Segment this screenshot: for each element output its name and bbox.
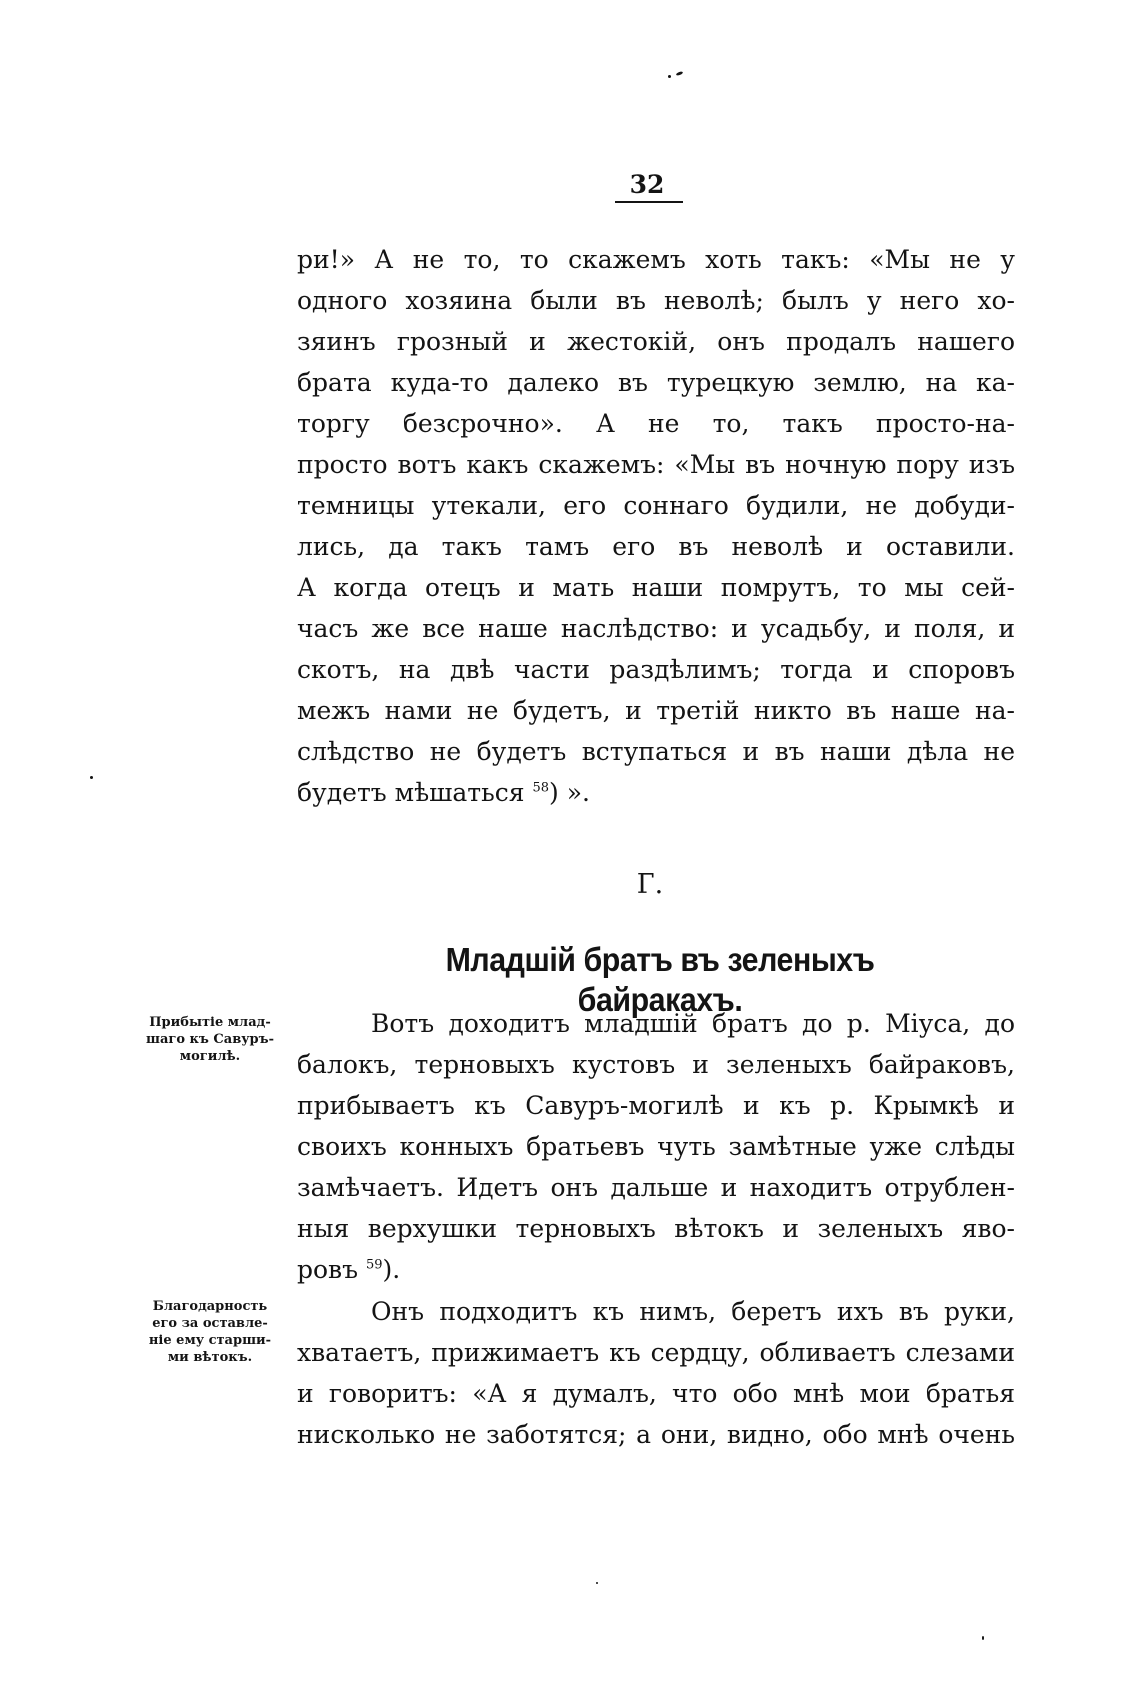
text-fragment: будетъ мѣшаться [297,778,525,807]
text-line: нисколько не заботятся; а они, видно, обо мнѣ очень [297,1420,1015,1449]
margin-note-line: могилѣ. [179,1049,241,1064]
text-line: межъ нами не будетъ, и третій никто въ наше на- [297,696,1015,725]
text-line: и говоритъ: «А я думалъ, что обо мнѣ мои братья [297,1379,1015,1408]
text-line: замѣчаетъ. Идетъ онъ дальше и находитъ отрублен- [297,1173,1015,1202]
text-fragment: ровъ [297,1255,359,1284]
text-line: Онъ подходитъ къ нимъ, беретъ ихъ въ руки, [371,1297,1015,1326]
text-line: торгу безсрочно». А не то, такъ просто-на- [297,409,1015,438]
text-line: ри!» А не то, то скажемъ хоть такъ: «Мы не у [297,245,1015,274]
scan-speck [668,75,671,78]
text-line: ныя верхушки терновыхъ вѣтокъ и зеленыхъ яво- [297,1214,1015,1243]
page-number: 32 [629,170,665,199]
scan-speck [982,1636,984,1640]
margin-note-arrival [125,1014,295,1065]
scan-speck [596,1582,598,1584]
section-title: Младшій братъ въ зеленыхъ байракахъ. [445,941,875,1018]
scan-speck [90,776,93,779]
text-line: слѣдство не будетъ вступаться и въ наши дѣла не [297,737,1015,766]
margin-note-line: шаго къ Савуръ- [145,1032,275,1047]
margin-note-line: его за оставле- [152,1316,268,1331]
text-line: прибываетъ къ Савуръ-могилѣ и къ р. Крымкѣ и [297,1091,1015,1120]
text-line: темницы утекали, его соннаго будили, не добуди- [297,491,1015,520]
text-line: скотъ, на двѣ части раздѣлимъ; тогда и споровъ [297,655,1015,684]
text-line [297,1254,1015,1286]
text-line [297,777,1015,809]
text-line: одного хозяина были въ неволѣ; былъ у него хо- [297,286,1015,315]
page-number-rule [615,201,683,203]
text-line: балокъ, терновыхъ кустовъ и зеленыхъ байраковъ, [297,1050,1015,1079]
margin-note-line: Благодарность [152,1299,268,1314]
text-line: хватаетъ, прижимаетъ къ сердцу, обливаетъ слезами [297,1338,1015,1367]
margin-note-gratitude [125,1298,295,1366]
footnote-ref: 59 [366,1257,383,1273]
text-line: зяинъ грозный и жестокій, онъ продалъ нашего [297,327,1015,356]
margin-note-line: ніе ему старши- [148,1333,272,1348]
scan-speck [676,71,684,76]
footnote-ref: 58 [532,780,550,796]
margin-note-line: Прибытіе млад- [149,1015,271,1030]
text-line: лись, да такъ тамъ его въ неволѣ и оставили. [297,532,1015,561]
text-line: А когда отецъ и мать наши помрутъ, то мы сей- [297,573,1015,602]
text-line: своихъ конныхъ братьевъ чуть замѣтные уже слѣды [297,1132,1015,1161]
text-line: брата куда-то далеко въ турецкую землю, на ка- [297,368,1015,397]
text-line: Вотъ доходитъ младшій братъ до р. Міуса, до [371,1009,1015,1038]
text-fragment: ). [382,1255,401,1284]
section-letter: Г. [636,869,664,900]
text-fragment: ) ». [549,778,590,807]
margin-note-line: ми вѣтокъ. [167,1350,253,1365]
text-line: просто вотъ какъ скажемъ: «Мы въ ночную пору изъ [297,450,1015,479]
text-line: часъ же все наше наслѣдство: и усадьбу, и поля, и [297,614,1015,643]
